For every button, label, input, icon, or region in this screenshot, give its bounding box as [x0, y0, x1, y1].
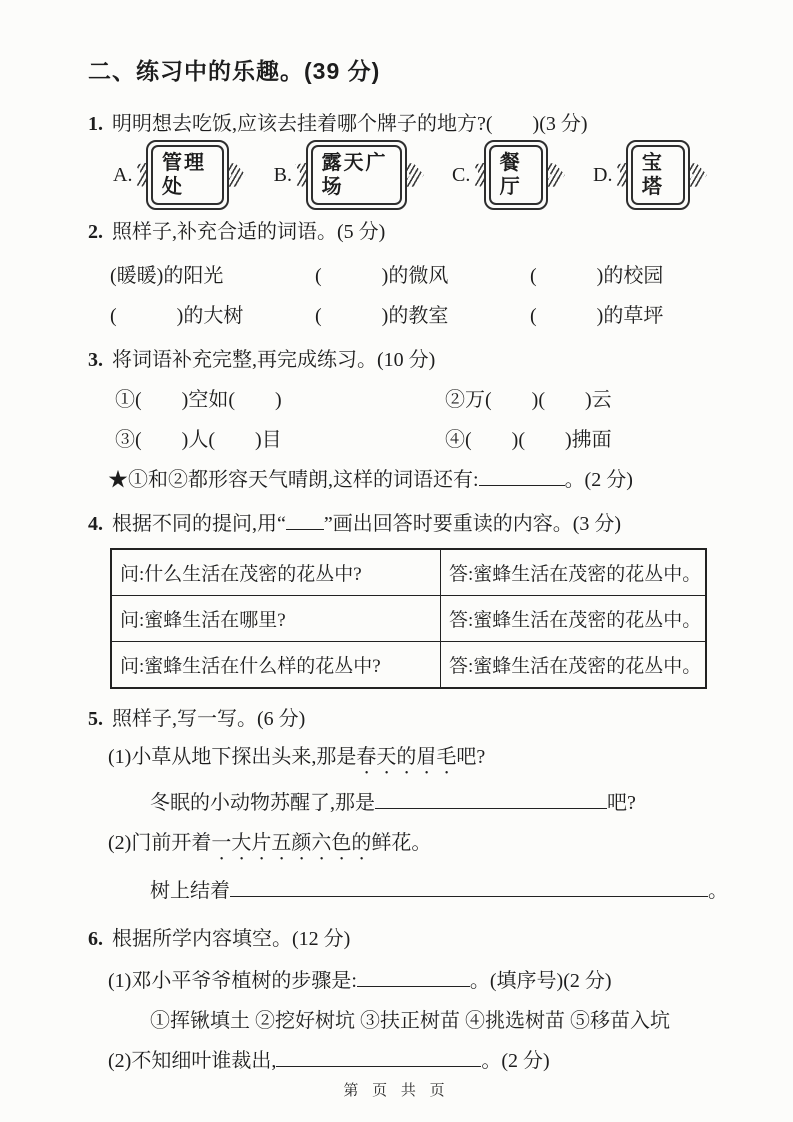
question-2	[88, 218, 707, 246]
question-5	[88, 705, 707, 733]
question-4-number: 4.	[88, 513, 103, 535]
question-5-item-1-answer	[150, 789, 707, 817]
answer-blank	[276, 1048, 481, 1067]
table-row	[111, 642, 706, 689]
answer-sentence-prefix: 树上结着	[150, 880, 230, 902]
question-4-table	[110, 548, 707, 689]
answer-sentence-suffix: 。	[708, 880, 728, 902]
question-1-number: 1.	[88, 113, 103, 135]
idiom-item-1: ①( )空如( )	[115, 389, 282, 411]
fill-item: ( )的草坪	[530, 305, 664, 327]
emphasized-text: 一大片五颜六色的	[211, 832, 372, 854]
question-3-text: 将词语补充完整,再完成练习。(10 分)	[112, 349, 436, 371]
question-1-text: 明明想去吃饭,应该去挂着哪个牌子的地方?( )(3 分)	[112, 113, 588, 135]
sign-text-d: 宝塔	[631, 145, 685, 205]
question-6-text: 根据所学内容填空。(12 分)	[112, 928, 351, 950]
sign-plaque-b	[306, 140, 407, 210]
option-d-label: D.	[593, 163, 613, 186]
fill-item: ( )的大树	[110, 305, 244, 327]
question-4-text-suffix: ”画出回答时要重读的内容。(3 分)	[323, 513, 622, 535]
question-4	[88, 510, 707, 538]
question-6-steps: ①挥锹填土 ②挖好树坑 ③扶正树苗 ④挑选树苗 ⑤移苗入坑	[150, 1010, 670, 1032]
option-c-label: C.	[451, 163, 471, 186]
option-b-label: B.	[273, 163, 292, 186]
fill-item: ( )的教室	[315, 305, 449, 327]
answer-blank	[230, 878, 708, 897]
question-3	[88, 346, 707, 374]
answer-blank	[479, 467, 565, 486]
option-c	[452, 140, 565, 210]
table-row	[111, 596, 706, 642]
question-4-text-prefix: 根据不同的提问,用“	[112, 513, 286, 535]
question-2-row-1	[110, 262, 707, 290]
sign-text-c: 餐厅	[489, 145, 543, 205]
example-sentence-prefix: (2)门前开着	[108, 832, 212, 854]
question-2-number: 2.	[88, 221, 103, 243]
question-1	[88, 110, 707, 138]
question-3-items	[115, 386, 707, 454]
option-a	[113, 140, 246, 210]
table-cell-question: 问:什么生活在茂密的花丛中?	[111, 549, 441, 596]
sign-text-b: 露天广场	[311, 145, 402, 205]
answer-blank	[375, 790, 607, 809]
question-6-item-2	[108, 1047, 707, 1075]
option-b	[274, 140, 424, 210]
answer-sentence-suffix: 吧?	[607, 792, 636, 814]
sign-plaque-d	[626, 140, 690, 210]
fill-sentence-prefix: (2)不知细叶谁裁出,	[108, 1050, 277, 1072]
idiom-item-3: ③( )人( )目	[115, 429, 282, 451]
question-2-text: 照样子,补充合适的词语。(5 分)	[112, 221, 386, 243]
table-cell-answer: 答:蜜蜂生活在茂密的花丛中。	[441, 642, 707, 689]
question-5-number: 5.	[88, 708, 103, 730]
idiom-item-4: ④( )( )拂面	[445, 429, 612, 451]
question-5-item-2	[108, 829, 707, 865]
option-a-label: A.	[113, 163, 133, 186]
example-sentence-suffix: 鲜花。	[371, 832, 432, 854]
emphasized-text: 春天的眉毛	[356, 746, 457, 768]
table-cell-answer: 答:蜜蜂生活在茂密的花丛中。	[441, 549, 707, 596]
question-3-star-score: 。(2 分)	[564, 469, 633, 491]
example-sentence-suffix: 吧?	[456, 746, 486, 768]
fill-sentence-prefix: (1)邓小平爷爷植树的步骤是:	[108, 970, 357, 992]
fill-item: (暖暖)的阳光	[110, 265, 224, 287]
answer-sentence-prefix: 冬眠的小动物苏醒了,那是	[150, 792, 375, 814]
question-5-item-1	[108, 743, 707, 779]
question-2-row-2	[110, 302, 707, 330]
section-title: 二、练习中的乐趣。(39 分)	[88, 58, 381, 84]
question-6-item-1	[108, 967, 707, 995]
example-sentence-prefix: (1)小草从地下探出头来,那是	[108, 746, 357, 768]
sign-plaque-a	[146, 140, 229, 210]
question-1-options	[113, 150, 707, 200]
fill-item: ( )的校园	[530, 265, 664, 287]
page-footer: 第 页 共 页	[343, 1083, 450, 1099]
option-d	[593, 140, 707, 210]
sign-text-a: 管理处	[151, 145, 224, 205]
question-3-star	[108, 466, 707, 494]
underline-mark	[286, 511, 324, 530]
question-5-text: 照样子,写一写。(6 分)	[112, 708, 306, 730]
table-cell-question: 问:蜜蜂生活在哪里?	[111, 596, 441, 642]
idiom-item-2: ②万( )( )云	[445, 389, 612, 411]
table-cell-answer: 答:蜜蜂生活在茂密的花丛中。	[441, 596, 707, 642]
question-6-number: 6.	[88, 928, 103, 950]
question-5-item-2-answer	[150, 877, 728, 905]
question-3-number: 3.	[88, 349, 103, 371]
question-3-star-text: ★①和②都形容天气晴朗,这样的词语还有:	[108, 469, 479, 491]
table-cell-question: 问:蜜蜂生活在什么样的花丛中?	[111, 642, 441, 689]
sign-plaque-c	[484, 140, 548, 210]
table-row	[111, 549, 706, 596]
question-6	[88, 925, 707, 953]
fill-sentence-suffix: 。(填序号)(2 分)	[469, 970, 612, 992]
answer-blank	[357, 968, 470, 987]
fill-sentence-suffix: 。(2 分)	[481, 1050, 550, 1072]
fill-item: ( )的微风	[315, 265, 449, 287]
